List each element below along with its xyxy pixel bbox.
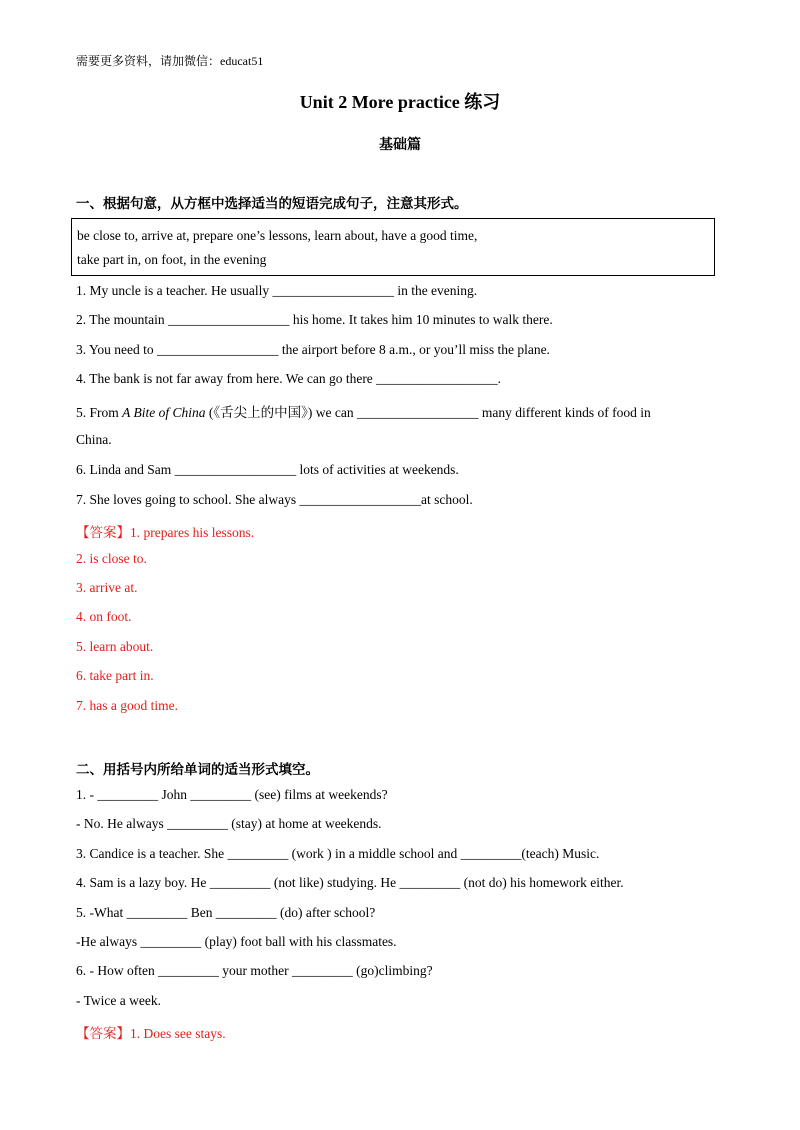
exercise-line: 1. - _________ John _________ (see) films at weekends? (76, 787, 388, 802)
exercise-line: 6. - How often _________ your mother _________ (go)climbing? (76, 963, 433, 978)
answer-line-7: 7. has a good time. (76, 698, 178, 713)
answer-line-2: 2. is close to. (76, 551, 147, 566)
question-5-rest: (《舌尖上的中国》) we can __________________ many different kinds of food in (205, 405, 651, 420)
question-3: 3. You need to __________________ the airport before 8 a.m., or you’ll miss the plane. (76, 342, 550, 357)
answer-label: 【答案】 (76, 525, 130, 540)
answer-text: 1. Does see stays. (130, 1026, 226, 1041)
phrase-box-line: take part in, on foot, in the evening (77, 252, 267, 267)
header-note: 需要更多资料，请加微信：educat51 (76, 54, 264, 68)
section2-answer (76, 1022, 226, 1042)
section2-heading: 二、用括号内所给单词的适当形式填空。 (76, 762, 319, 778)
answer-line-1 (76, 521, 254, 541)
question-4: 4. The bank is not far away from here. We can go there __________________. (76, 371, 502, 386)
question-5-continued: China. (76, 432, 112, 447)
page-subtitle: 基础篇 (379, 137, 421, 153)
page-title: Unit 2 More practice 练习 (299, 92, 501, 112)
exercise-line: -He always _________ (play) foot ball with his classmates. (76, 934, 397, 949)
answer-line-4: 4. on foot. (76, 609, 132, 624)
section1-heading: 一、根据句意，从方框中选择适当的短语完成句子，注意其形式。 (76, 196, 468, 212)
answer-label: 【答案】 (76, 1026, 130, 1041)
answer-text: 1. prepares his lessons. (130, 525, 255, 540)
exercise-line: 3. Candice is a teacher. She _________ (work ) in a middle school and _________(teach) Music. (76, 846, 600, 861)
answer-line-5: 5. learn about. (76, 639, 154, 654)
exercise-line: - Twice a week. (76, 993, 162, 1008)
question-5 (76, 401, 651, 421)
answer-line-3: 3. arrive at. (76, 580, 138, 595)
question-1: 1. My uncle is a teacher. He usually __________________ in the evening. (76, 283, 478, 298)
answer-line-6: 6. take part in. (76, 668, 154, 683)
question-2: 2. The mountain __________________ his home. It takes him 10 minutes to walk there. (76, 312, 553, 327)
question-5-prefix: 5. From (76, 405, 123, 420)
exercise-line: 5. -What _________ Ben _________ (do) after school? (76, 905, 376, 920)
phrase-box-line: be close to, arrive at, prepare one’s lessons, learn about, have a good time, (77, 228, 478, 243)
exercise-line: 4. Sam is a lazy boy. He _________ (not like) studying. He _________ (not do) his homework either. (76, 875, 624, 890)
book-title: A Bite of China (122, 405, 206, 420)
phrase-box (71, 218, 715, 276)
question-7: 7. She loves going to school. She always __________________at school. (76, 492, 473, 507)
question-6: 6. Linda and Sam __________________ lots of activities at weekends. (76, 462, 459, 477)
exercise-line: - No. He always _________ (stay) at home at weekends. (76, 816, 382, 831)
